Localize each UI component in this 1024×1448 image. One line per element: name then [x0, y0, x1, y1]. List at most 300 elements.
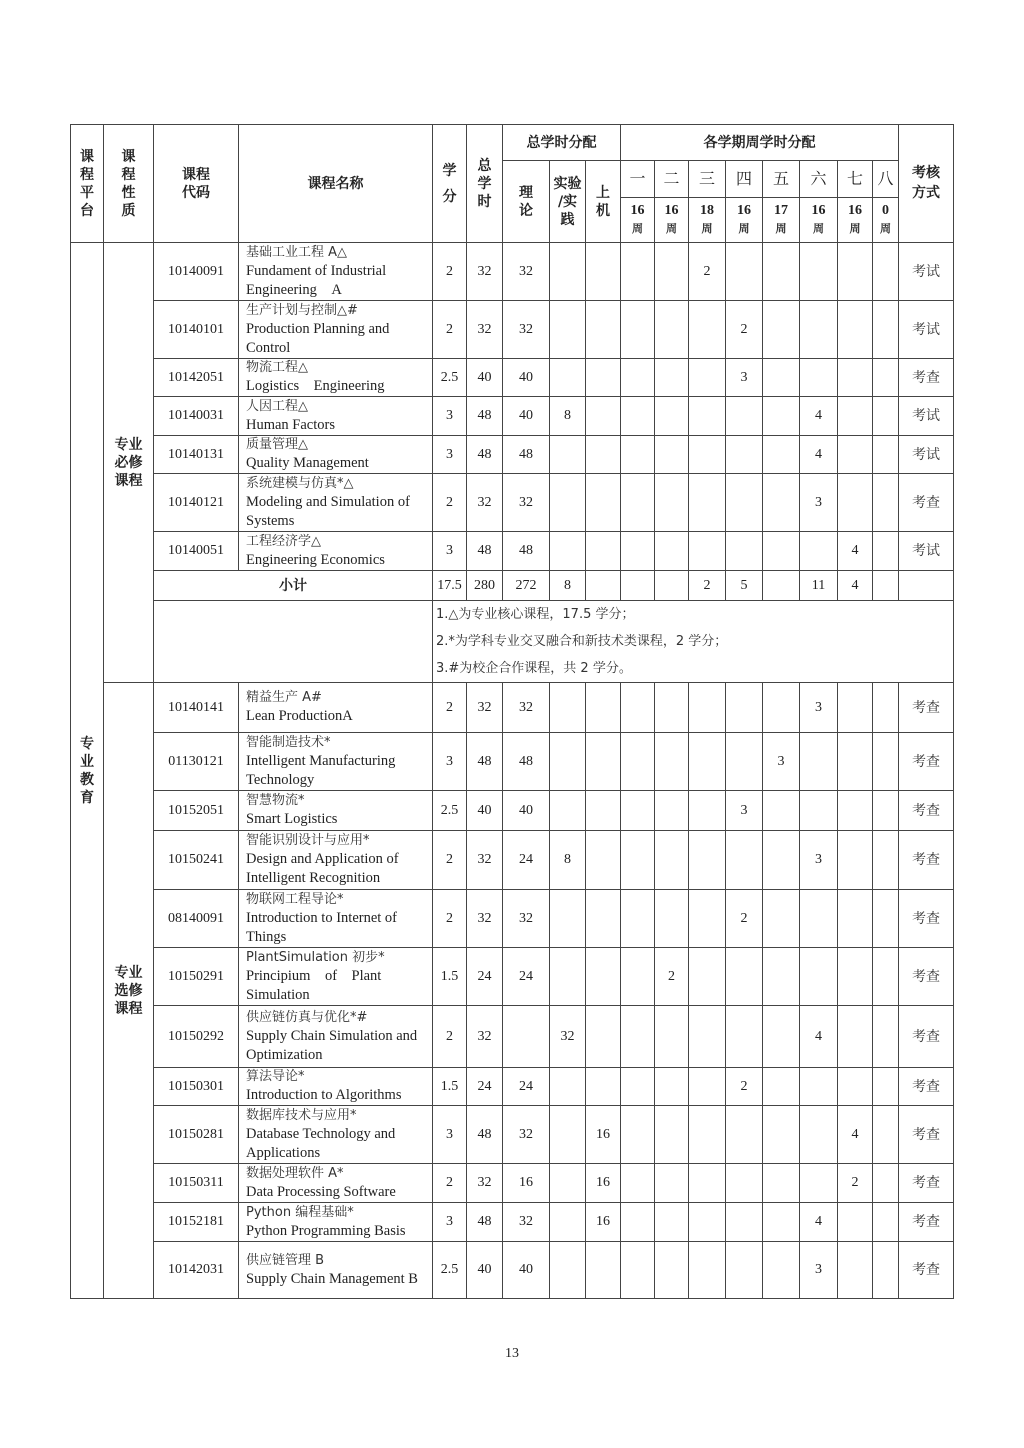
course-name-en: Engineering Economics [246, 551, 385, 568]
weeks-unit: 周 [738, 222, 750, 235]
subtotal-computer [586, 571, 621, 601]
semester-2-hours [655, 243, 689, 301]
credits: 2.5 [433, 359, 467, 397]
total-hours: 32 [467, 474, 503, 532]
assessment-method: 考查 [899, 831, 954, 890]
theory-hours: 32 [503, 890, 550, 948]
course-code: 10150301 [154, 1068, 239, 1106]
semester-7-hours [838, 890, 873, 948]
course-name-zh: 物联网工程导论* [246, 891, 344, 907]
course-name-en: Supply Chain Simulation and Optimization [246, 1027, 418, 1063]
course-row [71, 532, 954, 571]
semester-4-hours [726, 532, 763, 571]
semester-6-hours [800, 733, 838, 791]
semester-6-hours [800, 359, 838, 397]
semester-2-hours [655, 683, 689, 733]
semester-8-hours [873, 532, 899, 571]
semester-6-hours: 3 [800, 831, 838, 890]
total-hours: 40 [467, 791, 503, 831]
semester-8-hours [873, 1006, 899, 1068]
semester-7-hours [838, 301, 873, 359]
course-name-zh: Python 编程基础* [246, 1204, 354, 1220]
weeks-unit: 周 [880, 222, 892, 235]
theory-hours: 48 [503, 532, 550, 571]
semester-4-hours: 2 [726, 890, 763, 948]
semester-8-hours [873, 474, 899, 532]
assessment-method: 考查 [899, 733, 954, 791]
lab-hours [550, 243, 586, 301]
credits: 3 [433, 397, 467, 436]
semester-3-hours [689, 1242, 726, 1299]
header-semester-8: 八 [873, 161, 899, 198]
computer-hours [586, 532, 621, 571]
semester-8-hours [873, 1068, 899, 1106]
assessment-method: 考查 [899, 1106, 954, 1164]
semester-1-hours [621, 683, 655, 733]
theory-hours: 48 [503, 436, 550, 474]
subtotal-total: 280 [467, 571, 503, 601]
lab-hours: 8 [550, 397, 586, 436]
semester-8-hours [873, 948, 899, 1006]
semester-5-hours [763, 1106, 800, 1164]
semester-6-hours: 4 [800, 397, 838, 436]
total-hours: 24 [467, 1068, 503, 1106]
course-row [71, 733, 954, 791]
course-code: 10140121 [154, 474, 239, 532]
semester-2-hours [655, 791, 689, 831]
semester-2-hours [655, 1164, 689, 1203]
course-row [71, 1164, 954, 1203]
total-hours: 32 [467, 683, 503, 733]
course-row [71, 1068, 954, 1106]
lab-hours [550, 1203, 586, 1242]
header-semester-2: 二 [655, 161, 689, 198]
lab-hours [550, 1068, 586, 1106]
course-code: 01130121 [154, 733, 239, 791]
assessment-method: 考试 [899, 243, 954, 301]
lab-hours [550, 436, 586, 474]
lab-hours [550, 683, 586, 733]
semester-3-hours [689, 831, 726, 890]
semester-1-hours [621, 791, 655, 831]
semester-6-hours [800, 243, 838, 301]
total-hours: 48 [467, 397, 503, 436]
semester-3-hours [689, 532, 726, 571]
semester-6-hours [800, 1068, 838, 1106]
semester-1-hours [621, 532, 655, 571]
semester-8-hours [873, 831, 899, 890]
computer-hours [586, 474, 621, 532]
header-platform: 课 程 平 台 [71, 125, 104, 243]
course-name [239, 1242, 433, 1299]
assessment-method: 考试 [899, 532, 954, 571]
course-code: 10140051 [154, 532, 239, 571]
header-theory: 理 论 [503, 161, 550, 243]
credits: 2 [433, 683, 467, 733]
semester-2-hours [655, 1242, 689, 1299]
computer-hours [586, 683, 621, 733]
header-lab: 实验 /实 践 [550, 161, 586, 243]
semester-3-hours [689, 301, 726, 359]
course-name-zh: 智能制造技术* [246, 734, 331, 750]
course-name-zh: 供应链管理 B [246, 1252, 325, 1268]
credits: 2 [433, 890, 467, 948]
semester-8-hours [873, 1203, 899, 1242]
course-row [71, 1203, 954, 1242]
semester-3-hours [689, 1203, 726, 1242]
semester-3-hours [689, 683, 726, 733]
lab-hours [550, 1164, 586, 1203]
note-line: 1.△为专业核心课程，17.5 学分； [436, 607, 635, 622]
semester-5-hours [763, 436, 800, 474]
lab-hours [550, 733, 586, 791]
semester-3-hours [689, 474, 726, 532]
semester-7-hours: 2 [838, 1164, 873, 1203]
header-weeks-4 [726, 198, 763, 243]
semester-1-hours [621, 948, 655, 1006]
course-code: 10140091 [154, 243, 239, 301]
course-name [239, 1068, 433, 1106]
semester-7-hours [838, 1242, 873, 1299]
semester-3-hours [689, 1006, 726, 1068]
theory-hours: 48 [503, 733, 550, 791]
semester-1-hours [621, 1106, 655, 1164]
course-row [71, 948, 954, 1006]
semester-3-hours [689, 436, 726, 474]
header-semester-3: 三 [689, 161, 726, 198]
credits: 3 [433, 436, 467, 474]
course-name [239, 1106, 433, 1164]
semester-8-hours [873, 791, 899, 831]
weeks-count: 0 [882, 203, 890, 218]
course-name-en: Human Factors [246, 416, 335, 433]
computer-hours [586, 359, 621, 397]
course-name-en: Quality Management [246, 455, 369, 471]
course-name-en: Principium of Plant Simulation [246, 967, 382, 1003]
semester-5-hours [763, 301, 800, 359]
assessment-method: 考查 [899, 1068, 954, 1106]
computer-hours [586, 1068, 621, 1106]
weeks-unit: 周 [849, 222, 861, 235]
assessment-method: 考试 [899, 436, 954, 474]
semester-7-hours [838, 436, 873, 474]
course-name-en: Smart Logistics [246, 811, 338, 827]
assessment-method: 考查 [899, 1006, 954, 1068]
page-number: 13 [505, 1346, 519, 1361]
course-name [239, 683, 433, 733]
weeks-count: 16 [848, 203, 863, 218]
computer-hours: 16 [586, 1164, 621, 1203]
semester-7-hours [838, 948, 873, 1006]
semester-3-hours [689, 1106, 726, 1164]
header-semester-7: 七 [838, 161, 873, 198]
course-row [71, 683, 954, 733]
header-total-hours: 总 学 时 [467, 125, 503, 243]
semester-6-hours: 4 [800, 1006, 838, 1068]
header-semester-4: 四 [726, 161, 763, 198]
theory-hours: 40 [503, 791, 550, 831]
semester-5-hours [763, 683, 800, 733]
header-code: 课程 代码 [154, 125, 239, 243]
course-name-zh: 数据处理软件 A* [246, 1165, 344, 1181]
weeks-unit: 周 [813, 222, 825, 235]
credits: 1.5 [433, 948, 467, 1006]
computer-hours [586, 831, 621, 890]
course-row [71, 301, 954, 359]
semester-1-hours [621, 1006, 655, 1068]
semester-2-hours [655, 1106, 689, 1164]
weeks-count: 16 [630, 203, 645, 218]
notes-row [71, 601, 954, 683]
semester-3-hours [689, 733, 726, 791]
course-name-zh: PlantSimulation 初步* [246, 949, 385, 965]
weeks-unit: 周 [775, 222, 787, 235]
computer-hours [586, 791, 621, 831]
course-code: 10142031 [154, 1242, 239, 1299]
header-semester-5: 五 [763, 161, 800, 198]
semester-1-hours [621, 397, 655, 436]
course-name-zh: 人因工程△ [246, 398, 308, 414]
header-computer: 上 机 [586, 161, 621, 243]
semester-6-hours: 4 [800, 1203, 838, 1242]
total-hours: 40 [467, 1242, 503, 1299]
theory-hours: 40 [503, 397, 550, 436]
semester-2-hours [655, 474, 689, 532]
total-hours: 48 [467, 1106, 503, 1164]
semester-7-hours [838, 1203, 873, 1242]
semester-4-hours [726, 831, 763, 890]
header-semester-1: 一 [621, 161, 655, 198]
credits: 2 [433, 301, 467, 359]
course-row [71, 831, 954, 890]
semester-7-hours [838, 359, 873, 397]
theory-hours: 40 [503, 359, 550, 397]
semester-4-hours [726, 1106, 763, 1164]
lab-hours [550, 948, 586, 1006]
course-name-zh: 智慧物流* [246, 793, 305, 808]
total-hours: 48 [467, 532, 503, 571]
subtotal-lab: 8 [550, 571, 586, 601]
total-hours: 32 [467, 890, 503, 948]
credits: 2 [433, 1006, 467, 1068]
semester-8-hours [873, 436, 899, 474]
semester-1-hours [621, 474, 655, 532]
header-weeks-8 [873, 198, 899, 243]
course-code: 10150281 [154, 1106, 239, 1164]
semester-4-hours [726, 397, 763, 436]
semester-4-hours: 2 [726, 1068, 763, 1106]
credits: 2 [433, 831, 467, 890]
course-row [71, 1242, 954, 1299]
theory-hours: 24 [503, 948, 550, 1006]
theory-hours: 24 [503, 1068, 550, 1106]
semester-6-hours [800, 1164, 838, 1203]
header-weeks-6 [800, 198, 838, 243]
theory-hours [503, 1006, 550, 1068]
computer-hours [586, 1242, 621, 1299]
course-row [71, 243, 954, 301]
semester-4-hours [726, 1242, 763, 1299]
lab-hours: 8 [550, 831, 586, 890]
semester-5-hours [763, 1242, 800, 1299]
course-code: 10152181 [154, 1203, 239, 1242]
course-name-zh: 算法导论* [246, 1069, 305, 1084]
semester-5-hours [763, 1068, 800, 1106]
subtotal-semester-4: 5 [726, 571, 763, 601]
semester-1-hours [621, 1203, 655, 1242]
computer-hours [586, 733, 621, 791]
theory-hours: 32 [503, 474, 550, 532]
course-name-en: Fundament of Industrial Engineering A [246, 262, 387, 298]
course-name-en: Introduction to Internet of Things [246, 909, 397, 945]
semester-6-hours [800, 948, 838, 1006]
course-name [239, 243, 433, 301]
assessment-method: 考查 [899, 948, 954, 1006]
course-code: 10150241 [154, 831, 239, 890]
subtotal-exam [899, 571, 954, 601]
course-name-en: Lean ProductionA [246, 708, 353, 724]
semester-8-hours [873, 301, 899, 359]
course-name [239, 397, 433, 436]
computer-hours: 16 [586, 1106, 621, 1164]
theory-hours: 32 [503, 1203, 550, 1242]
semester-6-hours: 4 [800, 436, 838, 474]
header-nature: 课 程 性 质 [104, 125, 154, 243]
credits: 3 [433, 1106, 467, 1164]
assessment-method: 考试 [899, 301, 954, 359]
subtotal-semester-7: 4 [838, 571, 873, 601]
course-name-en: Python Programming Basis [246, 1222, 406, 1239]
semester-7-hours [838, 683, 873, 733]
semester-3-hours [689, 890, 726, 948]
semester-8-hours [873, 1106, 899, 1164]
assessment-method: 考查 [899, 683, 954, 733]
semester-7-hours: 4 [838, 1106, 873, 1164]
header-weeks-5 [763, 198, 800, 243]
course-name-zh: 基础工业工程 A△ [246, 244, 348, 260]
semester-5-hours [763, 890, 800, 948]
semester-1-hours [621, 831, 655, 890]
semester-2-hours [655, 532, 689, 571]
lab-hours: 32 [550, 1006, 586, 1068]
weeks-count: 18 [700, 203, 715, 218]
weeks-count: 16 [737, 203, 752, 218]
subtotal-semester-1 [621, 571, 655, 601]
total-hours: 48 [467, 1203, 503, 1242]
course-row [71, 397, 954, 436]
semester-5-hours [763, 1006, 800, 1068]
semester-8-hours [873, 890, 899, 948]
semester-8-hours [873, 397, 899, 436]
course-name-zh: 系统建模与仿真*△ [246, 475, 354, 491]
header-weeks-1 [621, 198, 655, 243]
course-code: 10150291 [154, 948, 239, 1006]
assessment-method: 考查 [899, 890, 954, 948]
semester-4-hours [726, 436, 763, 474]
curriculum-table [70, 124, 954, 1299]
course-row [71, 359, 954, 397]
semester-1-hours [621, 243, 655, 301]
course-name [239, 733, 433, 791]
lab-hours [550, 301, 586, 359]
semester-4-hours: 2 [726, 301, 763, 359]
course-name-zh: 物流工程△ [246, 360, 308, 375]
semester-6-hours [800, 532, 838, 571]
semester-2-hours [655, 1006, 689, 1068]
header-credits: 学 分 [433, 125, 467, 243]
semester-8-hours [873, 243, 899, 301]
course-name-zh: 工程经济学△ [246, 533, 321, 549]
weeks-unit: 周 [666, 222, 678, 235]
theory-hours: 32 [503, 301, 550, 359]
course-row [71, 1006, 954, 1068]
semester-4-hours: 3 [726, 791, 763, 831]
lab-hours [550, 532, 586, 571]
credits: 2 [433, 1164, 467, 1203]
header-weeks-7 [838, 198, 873, 243]
semester-5-hours [763, 1203, 800, 1242]
course-code: 08140091 [154, 890, 239, 948]
total-hours: 48 [467, 436, 503, 474]
semester-2-hours [655, 890, 689, 948]
course-name [239, 791, 433, 831]
semester-7-hours [838, 1006, 873, 1068]
semester-6-hours [800, 890, 838, 948]
course-name-en: Data Processing Software [246, 1183, 396, 1200]
credits: 2 [433, 243, 467, 301]
semester-6-hours [800, 301, 838, 359]
total-hours: 32 [467, 243, 503, 301]
total-hours: 32 [467, 1006, 503, 1068]
semester-3-hours [689, 1068, 726, 1106]
semester-2-hours [655, 436, 689, 474]
course-code: 10150292 [154, 1006, 239, 1068]
course-name-zh: 生产计划与控制△# [246, 302, 358, 318]
lab-hours [550, 791, 586, 831]
course-name [239, 890, 433, 948]
semester-5-hours [763, 474, 800, 532]
course-name [239, 359, 433, 397]
platform-label: 专 业 教 育 [71, 243, 104, 1299]
semester-2-hours [655, 1068, 689, 1106]
subtotal-semester-5 [763, 571, 800, 601]
course-code: 10140101 [154, 301, 239, 359]
semester-5-hours [763, 948, 800, 1006]
course-name [239, 474, 433, 532]
semester-1-hours [621, 733, 655, 791]
semester-5-hours [763, 397, 800, 436]
semester-3-hours [689, 359, 726, 397]
total-hours: 40 [467, 359, 503, 397]
course-name-en: Design and Application of Intelligent Recognition [246, 851, 399, 886]
notes-blank [154, 601, 433, 683]
semester-4-hours [726, 683, 763, 733]
notes [433, 601, 954, 683]
credits: 3 [433, 1203, 467, 1242]
semester-1-hours [621, 1242, 655, 1299]
header-weeks-3 [689, 198, 726, 243]
course-name-zh: 供应链仿真与优化*# [246, 1009, 368, 1025]
semester-3-hours: 2 [689, 243, 726, 301]
course-name [239, 532, 433, 571]
lab-hours [550, 1242, 586, 1299]
semester-4-hours [726, 1164, 763, 1203]
semester-5-hours [763, 831, 800, 890]
course-name [239, 831, 433, 890]
header-assessment: 考核 方式 [899, 125, 954, 243]
semester-7-hours [838, 791, 873, 831]
credits: 2.5 [433, 791, 467, 831]
